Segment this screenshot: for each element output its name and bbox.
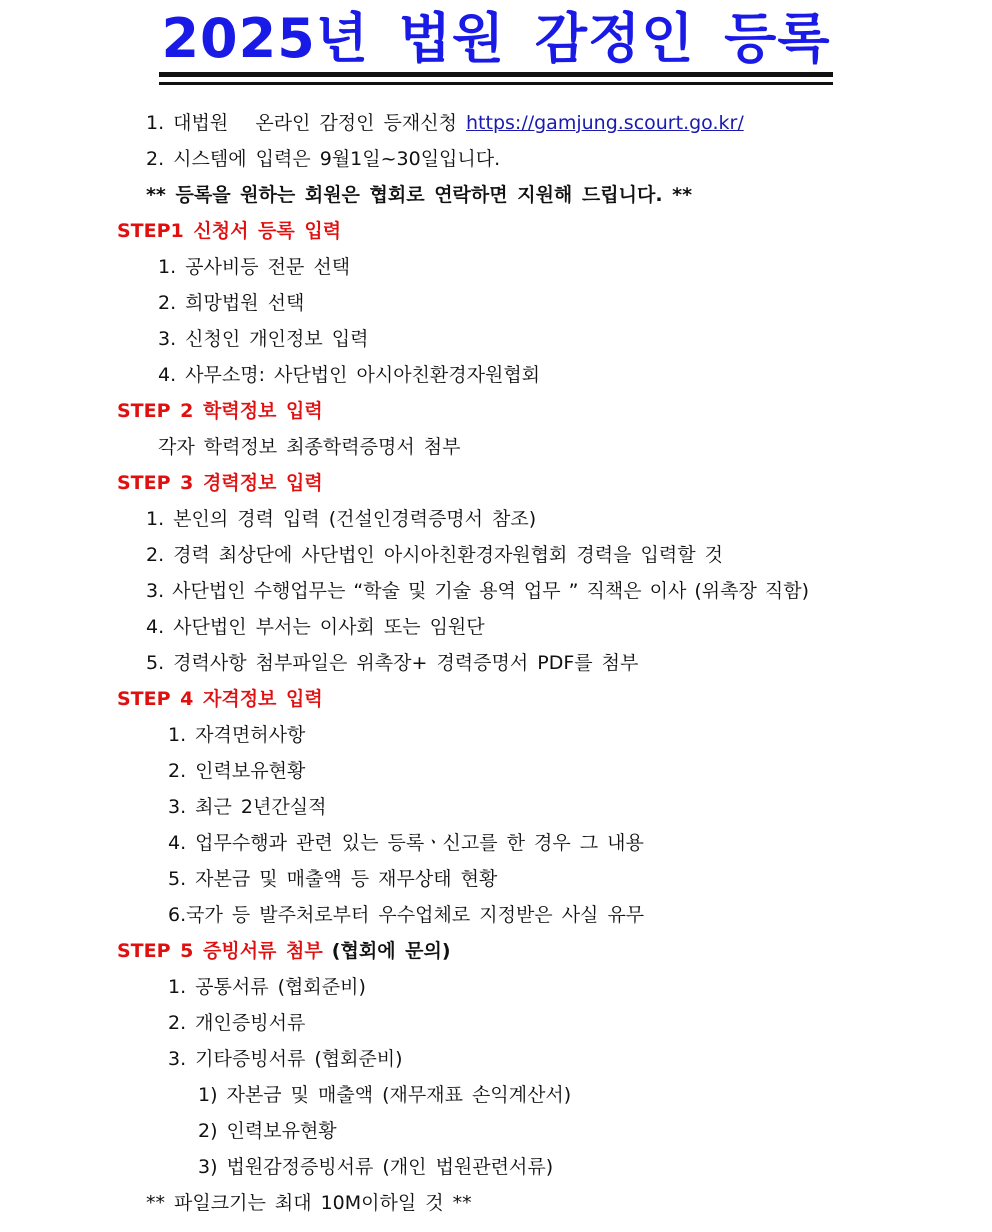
step1-item: 3. 신청인 개인정보 입력 xyxy=(158,328,369,350)
title-container xyxy=(0,6,992,77)
intro-support-note: ** 등록을 원하는 회원은 협회로 연락하면 지원해 드립니다. ** xyxy=(146,184,693,206)
step1-item: 4. 사무소명: 사단법인 아시아친환경자원협회 xyxy=(158,364,541,386)
page-title: 2025년 법원 감정인 등록 xyxy=(159,6,832,77)
step4-item: 4. 업무수행과 관련 있는 등록ㆍ신고를 한 경우 그 내용 xyxy=(168,832,644,854)
step3-item: 3. 사단법인 수행업무는 “학술 및 기술 용역 업무 ” 직책은 이사 (위촉장 직함) xyxy=(146,580,810,602)
step2-text: 각자 학력정보 최종학력증명서 첨부 xyxy=(158,436,461,458)
step3-item: 2. 경력 최상단에 사단법인 아시아친환경자원협회 경력을 입력할 것 xyxy=(146,544,723,566)
step1-item: 1. 공사비등 전문 선택 xyxy=(158,256,351,278)
step3-item: 5. 경력사항 첨부파일은 위촉장+ 경력증명서 PDF를 첨부 xyxy=(146,652,639,674)
intro-item-1-text: 1. 대법원 온라인 감정인 등재신청 xyxy=(146,112,457,134)
step4-item: 5. 자본금 및 매출액 등 재무상태 현황 xyxy=(168,868,498,890)
step1-item: 2. 희망법원 선택 xyxy=(158,292,305,314)
step4-item: 3. 최근 2년간실적 xyxy=(168,796,327,818)
step4-heading: STEP 4 자격정보 입력 xyxy=(117,688,323,710)
step5-heading-row xyxy=(117,938,451,964)
step5-item: 2. 개인증빙서류 xyxy=(168,1012,306,1034)
step4-item: 6.국가 등 발주처로부터 우수업체로 지정받은 사실 유무 xyxy=(168,904,645,926)
step5-heading-note: (협회에 문의) xyxy=(331,940,451,962)
step5-subitem: 1) 자본금 및 매출액 (재무재표 손익계산서) xyxy=(198,1084,572,1106)
step3-heading: STEP 3 경력정보 입력 xyxy=(117,472,323,494)
step3-item: 1. 본인의 경력 입력 (건설인경력증명서 참조) xyxy=(146,508,537,530)
court-registration-link[interactable]: https://gamjung.scourt.go.kr/ xyxy=(466,112,744,134)
intro-item-1 xyxy=(146,110,744,136)
step5-subitem: 2) 인력보유현황 xyxy=(198,1120,337,1142)
step5-subitem: 3) 법원감정증빙서류 (개인 법원관련서류) xyxy=(198,1156,554,1178)
intro-item-2: 2. 시스템에 입력은 9월1일~30일입니다. xyxy=(146,148,501,170)
step4-item: 2. 인력보유현황 xyxy=(168,760,306,782)
file-size-note: ** 파일크기는 최대 10M이하일 것 ** xyxy=(146,1192,472,1214)
step5-item: 3. 기타증빙서류 (협회준비) xyxy=(168,1048,403,1070)
step3-item: 4. 사단법인 부서는 이사회 또는 임원단 xyxy=(146,616,485,638)
step2-heading: STEP 2 학력정보 입력 xyxy=(117,400,323,422)
step5-item: 1. 공통서류 (협회준비) xyxy=(168,976,366,998)
step4-item: 1. 자격면허사항 xyxy=(168,724,306,746)
step1-heading: STEP1 신청서 등록 입력 xyxy=(117,220,342,242)
step5-heading: STEP 5 증빙서류 첨부 xyxy=(117,940,323,962)
